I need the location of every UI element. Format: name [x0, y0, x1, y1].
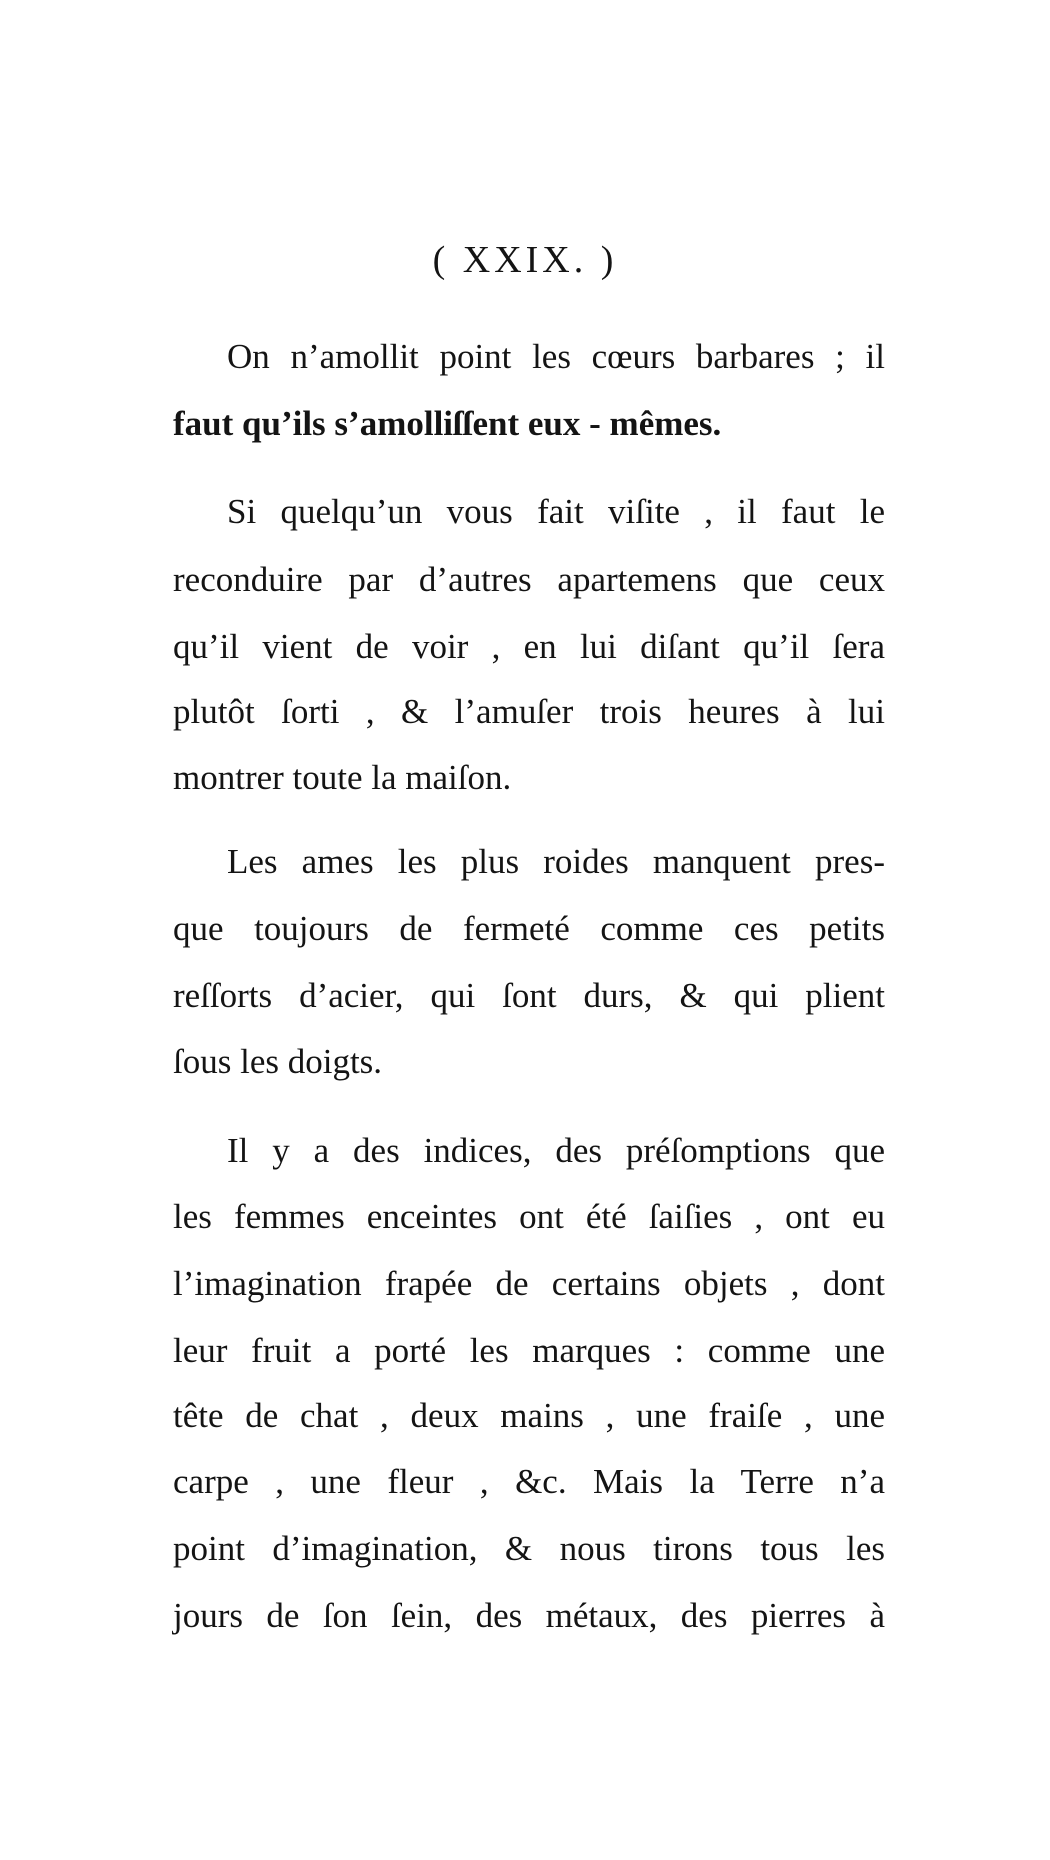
text-line: que toujours de fermeté comme ces petits — [173, 909, 885, 948]
page-header: ( XXIX. ) — [432, 239, 618, 281]
text-line: reſſorts d’acier, qui ſont durs, & qui plient — [173, 976, 885, 1015]
text-line: Si quelqu’un vous fait viſite , il faut le — [227, 492, 885, 531]
text-line: Les ames les plus roides manquent pres- — [227, 842, 885, 881]
text-line: carpe , une fleur , &c. Mais la Terre n’a — [173, 1462, 885, 1501]
text-line: Il y a des indices, des préſomptions que — [227, 1131, 885, 1170]
text-line: leur fruit a porté les marques : comme une — [173, 1331, 885, 1370]
text-line: tête de chat , deux mains , une fraiſe , une — [173, 1396, 885, 1435]
text-line: point d’imagination, & nous tirons tous les — [173, 1529, 885, 1568]
text-line: montrer toute la maiſon. — [173, 758, 512, 797]
text-line: les femmes enceintes ont été ſaiſies , ont eu — [173, 1197, 885, 1236]
text-line: On n’amollit point les cœurs barbares ; il — [227, 337, 885, 376]
text-line: l’imagination frapée de certains objets , dont — [173, 1264, 885, 1303]
text-line: reconduire par d’autres apartemens que ceux — [173, 560, 885, 599]
text-line: qu’il vient de voir , en lui diſant qu’il ſera — [173, 627, 885, 666]
text-line: jours de ſon ſein, des métaux, des pierres à — [173, 1596, 885, 1635]
text-line: plutôt ſorti , & l’amuſer trois heures à lui — [173, 692, 885, 731]
text-line: faut qu’ils s’amolliſſent eux - mêmes. — [173, 404, 722, 443]
text-line: ſous les doigts. — [173, 1042, 383, 1081]
